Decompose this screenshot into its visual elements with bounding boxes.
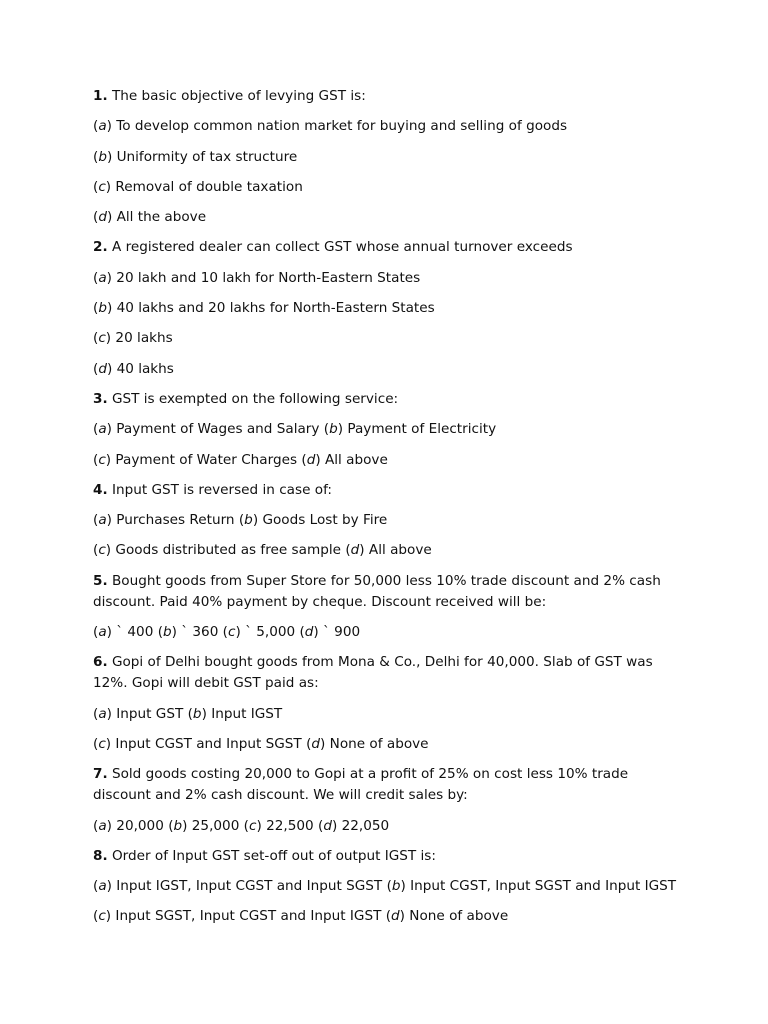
option-letter: d <box>98 360 107 377</box>
option-letter: d <box>311 735 321 752</box>
option-line: (c) Payment of Water Charges (d) All above <box>93 451 388 468</box>
option-text: Uniformity of tax structure <box>112 148 298 165</box>
question-text: Input GST is reversed in case of: <box>107 481 332 498</box>
option-text: 25,000 <box>187 817 244 834</box>
option-letter: b <box>98 300 107 317</box>
question-stem <box>93 846 683 867</box>
option-line: (c) Goods distributed as free sample (d) All above <box>93 542 432 559</box>
question-stem <box>93 237 683 258</box>
option-letter: b <box>98 148 107 165</box>
option-text: To develop common nation market for buying and selling of goods <box>111 118 568 135</box>
option-text: Input SGST, Input CGST and Input IGST <box>111 908 386 925</box>
option-text: All the above <box>112 209 207 226</box>
option-line: (b) 40 lakhs and 20 lakhs for North-Eastern States <box>93 300 435 317</box>
question-number: 1. <box>93 88 108 104</box>
option-line: (a) 20 lakh and 10 lakh for North-Eastern States <box>93 269 421 286</box>
option-text: Input CGST, Input SGST and Input IGST <box>405 878 677 895</box>
question-stem <box>93 86 683 107</box>
option-letter: d <box>98 209 107 226</box>
question-stem <box>93 571 683 613</box>
question-text: Bought goods from Super Store for 50,000 less 10% trade discount and 2% cash discount. Paid 40% payment by cheque. Discount received will be: <box>93 572 661 610</box>
option-letter: c <box>98 908 106 925</box>
option-text: 40 lakhs and 20 lakhs for North-Eastern States <box>112 300 435 317</box>
option-line: (a) Payment of Wages and Salary (b) Payment of Electricity <box>93 421 497 438</box>
option-line: (b) Uniformity of tax structure <box>93 148 298 165</box>
option-letter: d <box>304 624 314 641</box>
option-text: Goods Lost by Fire <box>258 512 388 529</box>
option-line: (c) 20 lakhs <box>93 330 173 347</box>
option-letter: d <box>350 542 360 559</box>
option-text: 22,500 <box>261 817 318 834</box>
option-line: (c) Removal of double taxation <box>93 178 303 195</box>
option-text: Purchases Return <box>111 512 239 529</box>
option-text: ` 900 <box>318 624 361 641</box>
question-text: Gopi of Delhi bought goods from Mona & Co., Delhi for 40,000. Slab of GST was 12%. Gopi will debit GST paid as: <box>93 654 653 692</box>
option-letter: a <box>98 421 107 438</box>
option-letter: a <box>98 878 107 895</box>
question-number: 7. <box>93 766 108 783</box>
option-text: Input IGST, Input CGST and Input SGST <box>111 878 387 895</box>
option-letter: d <box>323 817 332 834</box>
option-line: (a) Input IGST, Input CGST and Input SGST (b) Input CGST, Input SGST and Input IGST <box>93 878 677 895</box>
option-line: (a) ` 400 (b) ` 360 (c) ` 5,000 (d) ` 900 <box>93 624 361 641</box>
option-letter: b <box>173 817 183 834</box>
question-number: 6. <box>93 654 108 671</box>
option-text: ` 360 <box>176 624 223 641</box>
option-text: Payment of Water Charges <box>111 451 302 468</box>
option-text: 22,050 <box>337 817 390 834</box>
option-letter: a <box>98 512 107 529</box>
option-text: ` 400 <box>111 624 158 641</box>
option-letter: c <box>227 624 236 641</box>
option-text: 40 lakhs <box>112 360 174 377</box>
option-text: ` 5,000 <box>240 624 300 641</box>
question-number: 2. <box>93 239 108 256</box>
option-text: Payment of Wages and Salary <box>111 421 324 438</box>
question-stem <box>93 480 683 501</box>
option-letter: a <box>98 817 107 834</box>
option-line: (a) Purchases Return (b) Goods Lost by Fire <box>93 512 388 529</box>
option-text: Payment of Electricity <box>343 421 497 438</box>
option-letter: c <box>98 735 106 752</box>
option-line: (a) 20,000 (b) 25,000 (c) 22,500 (d) 22,050 <box>93 817 390 834</box>
option-letter: c <box>98 451 106 468</box>
option-letter: d <box>391 908 400 925</box>
option-text: Input IGST <box>206 705 283 722</box>
option-letter: b <box>244 512 253 529</box>
question-number: 5. <box>93 572 108 589</box>
option-text: 20,000 <box>111 817 169 834</box>
option-letter: d <box>306 451 316 468</box>
option-line: (c) Input CGST and Input SGST (d) None of above <box>93 735 429 752</box>
question-stem <box>93 652 683 694</box>
option-letter: a <box>98 624 107 641</box>
option-text: None of above <box>404 908 509 925</box>
option-text: None of above <box>325 735 429 752</box>
question-text: Sold goods costing 20,000 to Gopi at a profit of 25% on cost less 10% trade discount and 2% cash discount. We will credit sales by: <box>93 766 629 804</box>
question-list <box>93 86 683 937</box>
question-number: 4. <box>93 481 108 498</box>
option-line: (d) 40 lakhs <box>93 360 174 377</box>
option-letter: b <box>192 705 202 722</box>
option-letter: b <box>163 624 172 641</box>
option-letter: a <box>98 269 107 286</box>
option-line: (d) All the above <box>93 209 207 226</box>
question-text: A registered dealer can collect GST whose annual turnover exceeds <box>107 239 573 256</box>
option-line: (a) To develop common nation market for buying and selling of goods <box>93 118 568 135</box>
question-number: 3. <box>93 390 108 407</box>
option-text: Input CGST and Input SGST <box>111 735 307 752</box>
option-text: 20 lakhs <box>111 330 173 347</box>
option-text: All above <box>320 451 388 468</box>
question-text: The basic objective of levying GST is: <box>107 88 366 104</box>
option-letter: c <box>98 330 106 347</box>
option-letter: c <box>98 178 106 195</box>
option-letter: a <box>98 705 107 722</box>
question-stem <box>93 764 683 806</box>
option-text: All above <box>364 542 432 559</box>
question-text: GST is exempted on the following service: <box>107 390 399 407</box>
question-number: 8. <box>93 847 108 864</box>
option-line: (a) Input GST (b) Input IGST <box>93 705 283 722</box>
option-text: 20 lakh and 10 lakh for North-Eastern States <box>111 269 421 286</box>
option-letter: a <box>98 118 107 135</box>
question-text: Order of Input GST set-off out of output IGST is: <box>107 847 436 864</box>
option-text: Goods distributed as free sample <box>111 542 346 559</box>
option-text: Input GST <box>111 705 188 722</box>
option-letter: c <box>98 542 106 559</box>
option-text: Removal of double taxation <box>111 178 303 195</box>
question-stem <box>93 389 683 410</box>
option-letter: b <box>329 421 338 438</box>
option-line: (c) Input SGST, Input CGST and Input IGST (d) None of above <box>93 908 509 925</box>
option-letter: b <box>391 878 401 895</box>
option-letter: c <box>248 817 257 834</box>
